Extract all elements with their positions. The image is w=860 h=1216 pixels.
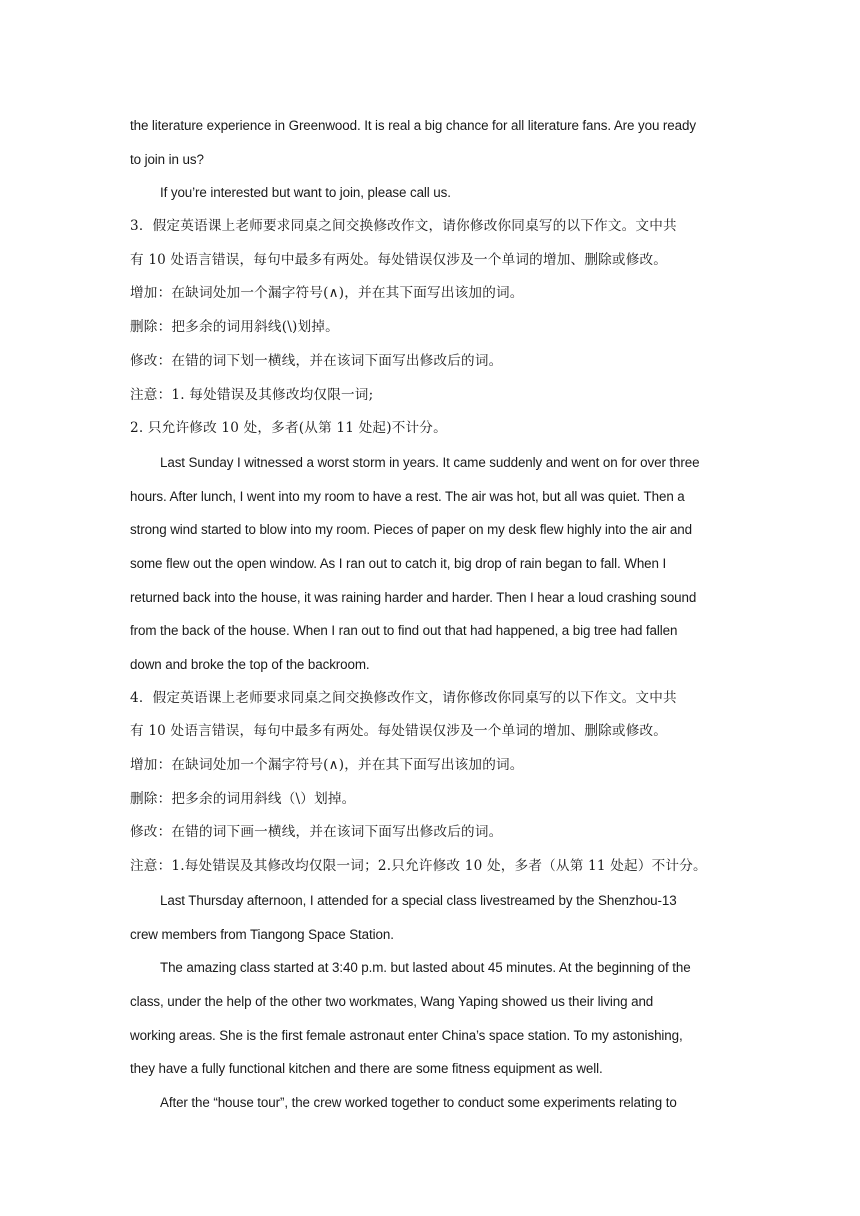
essay-paragraph (130, 1086, 740, 1120)
text-line: Last Thursday afternoon, I attended for a special class livestreamed by the Shenzhou-13 (160, 892, 677, 908)
text-line: If you’re interested but want to join, please call us. (160, 185, 451, 201)
instruction-paragraph (130, 682, 740, 749)
text-line: 注意：1. 每处错误及其修改均仅限一词; (130, 386, 374, 403)
text-line: class, under the help of the other two workmates, Wang Yaping showed us their living and (130, 993, 654, 1009)
text-line: 4．假定英语课上老师要求同桌之间交换修改作文，请你修改你同桌写的以下作文。文中共 (130, 689, 677, 706)
text-line: down and broke the top of the backroom. (130, 657, 370, 672)
essay-paragraph (130, 176, 740, 210)
instruction-paragraph (130, 210, 740, 277)
text-line: 注意：1.每处错误及其修改均仅限一词；2.只允许修改 10 处，多者（从第 11 处起）不计分。 (130, 858, 707, 875)
text-line: hours. After lunch, I went into my room to have a rest. The air was hot, but all was quiet. Then a (130, 488, 685, 504)
text-line: crew members from Tiangong Space Station. (130, 926, 394, 942)
essay-paragraph (130, 884, 740, 918)
text-line: returned back into the house, it was raining harder and harder. Then I hear a loud crashing sound (130, 589, 697, 605)
instruction-paragraph (130, 816, 740, 850)
text-line: 删除：把多余的词用斜线（\）划掉。 (130, 790, 356, 807)
text-line: the literature experience in Greenwood. It is real a big chance for all literature fans. Are you ready (130, 118, 696, 133)
text-line: 删除：把多余的词用斜线(\)划掉。 (130, 319, 339, 336)
text-line: to join in us? (130, 151, 204, 167)
text-line: they have a fully functional kitchen and there are some fitness equipment as well. (130, 1061, 603, 1077)
instruction-paragraph (130, 412, 740, 446)
text-line: 修改：在错的词下画一横线，并在该词下面写出修改后的词。 (130, 824, 503, 841)
text-line: strong wind started to blow into my room. Pieces of paper on my desk flew highly into the air and (130, 522, 692, 538)
text-line: 2. 只允许修改 10 处，多者(从第 11 处起)不计分。 (130, 420, 447, 437)
document-body (130, 109, 740, 1120)
text-line: 增加：在缺词处加一个漏字符号(∧)，并在其下面写出该加的词。 (130, 285, 524, 302)
text-line: from the back of the house. When I ran out to find out that had happened, a big tree had fallen (130, 623, 678, 639)
text-line: Last Sunday I witnessed a worst storm in years. It came suddenly and went on for over three (160, 454, 700, 470)
text-line: 增加：在缺词处加一个漏字符号(∧)，并在其下面写出该加的词。 (130, 757, 524, 774)
essay-paragraph (130, 109, 740, 176)
text-line: 有 10 处语言错误，每句中最多有两处。每处错误仅涉及一个单词的增加、删除或修改。 (130, 723, 668, 740)
text-line: working areas. She is the first female astronaut enter China’s space station. To my astonishing, (130, 1027, 683, 1043)
instruction-paragraph (130, 783, 740, 817)
text-line: 修改：在错的词下划一横线，并在该词下面写出修改后的词。 (130, 352, 503, 369)
instruction-paragraph (130, 749, 740, 783)
instruction-paragraph (130, 277, 740, 311)
instruction-paragraph (130, 379, 740, 413)
instruction-paragraph (130, 311, 740, 345)
essay-paragraph (130, 951, 740, 985)
essay-paragraph (130, 446, 740, 682)
text-line: 3．假定英语课上老师要求同桌之间交换修改作文，请你修改你同桌写的以下作文。文中共 (130, 218, 677, 235)
text-line: some flew out the open window. As I ran out to catch it, big drop of rain began to fall. When I (130, 555, 667, 571)
instruction-paragraph (130, 850, 740, 884)
essay-paragraph (130, 918, 740, 952)
text-line: After the “house tour”, the crew worked together to conduct some experiments relating to (160, 1094, 677, 1110)
text-line: The amazing class started at 3:40 p.m. but lasted about 45 minutes. At the beginning of the (160, 960, 691, 976)
instruction-paragraph (130, 345, 740, 379)
text-line: 有 10 处语言错误，每句中最多有两处。每处错误仅涉及一个单词的增加、删除或修改。 (130, 251, 668, 268)
essay-paragraph (130, 985, 740, 1086)
